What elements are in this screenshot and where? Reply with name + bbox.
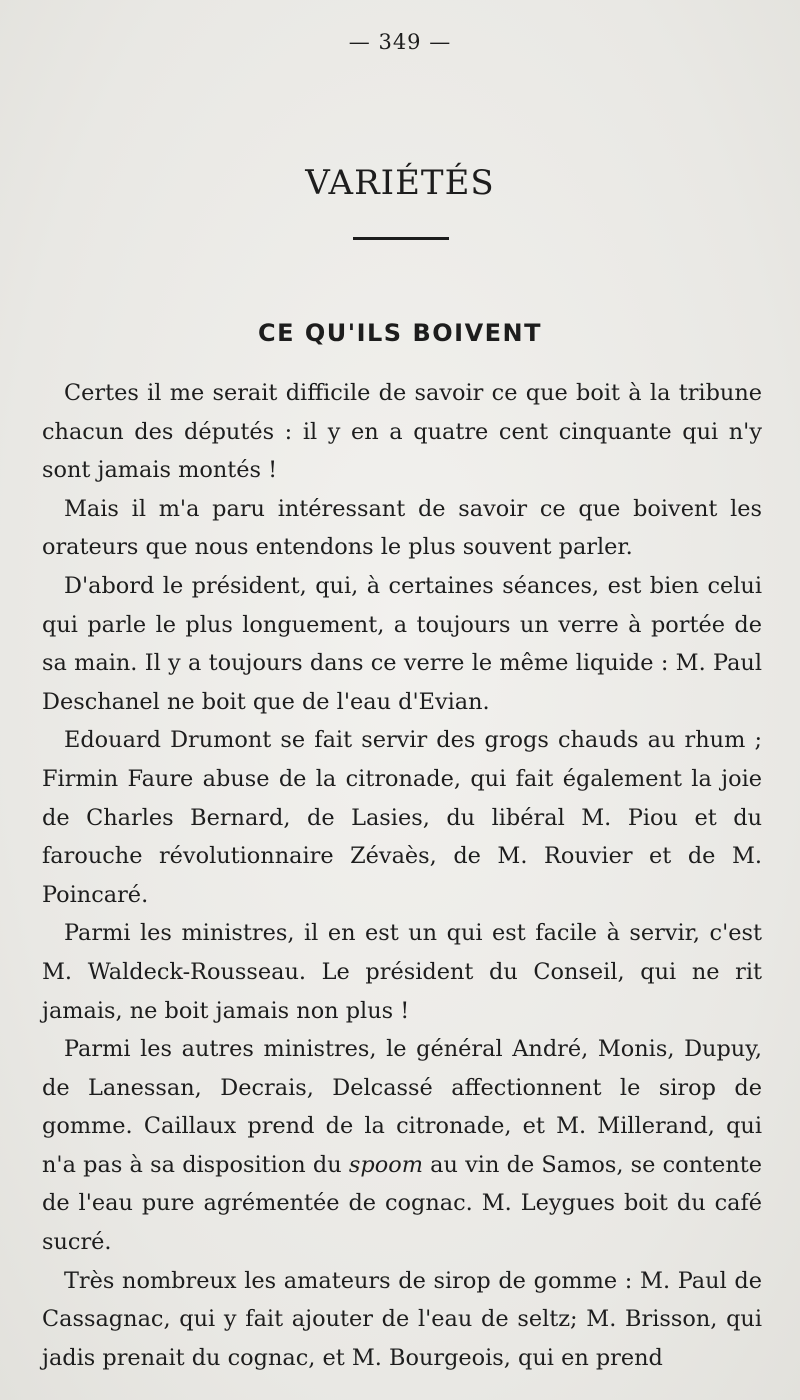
paragraph-1	[42, 374, 762, 490]
paragraph-text: Parmi les ministres, il en est un qui est facile à servir, c'est M. Waldeck-Rousseau. Le président du Conseil, qui ne rit jamais, ne boit jamais non plus !	[42, 920, 762, 1024]
italic-word: spoom	[348, 1151, 423, 1178]
paragraph-4	[42, 721, 762, 914]
article-title: CE QU'ILS BOIVENT	[257, 319, 542, 347]
paragraph-3	[42, 567, 762, 721]
paragraph-6	[42, 1030, 762, 1262]
title-rule	[353, 237, 449, 240]
paragraph-text: Mais il m'a paru intéressant de savoir ce que boivent les orateurs que nous entendons le plus souvent parler.	[42, 495, 762, 561]
paragraph-text: Edouard Drumont se fait servir des grogs chauds au rhum ; Firmin Faure abuse de la citronade, qui fait également la joie de Charles Bernard, de Lasies, du libéral M. Piou et du farouche révolutionnaire Zévaès, de M. Rouvier et de M. Poincaré.	[42, 727, 762, 908]
section-title: VARIÉTÉS	[305, 163, 495, 203]
article-body	[42, 374, 762, 1377]
paragraph-text: Très nombreux les amateurs de sirop de gomme : M. Paul de Cassagnac, qui y fait ajouter de l'eau de seltz; M. Brisson, qui jadis prenait du cognac, et M. Bourgeois, qui en prend	[42, 1267, 762, 1371]
paragraph-5	[42, 914, 762, 1030]
page-number: — 349 —	[348, 30, 452, 54]
paragraph-text: Certes il me serait difficile de savoir ce que boit à la tribune chacun des députés : il y en a quatre cent cinquante qui n'y sont jamais montés !	[42, 380, 762, 484]
paragraph-text: D'abord le président, qui, à certaines séances, est bien celui qui parle le plus longuement, a toujours un verre à portée de sa main. Il y a toujours dans ce verre le même liquide : M. Paul Deschanel ne boit que de l'eau d'Evian.	[42, 572, 762, 715]
paragraph-2	[42, 490, 762, 567]
paragraph-7	[42, 1262, 762, 1378]
paragraph-text: au vin de Samos, se contente de l'eau pure agrémentée de cognac. M. Leygues boit du café sucré.	[42, 1151, 762, 1256]
paragraph-text: Parmi les autres ministres, le général André, Monis, Dupuy, de Lanessan, Decrais, Delcassé affectionnent le sirop de gomme. Caillaux prend de la citronade, et M. Millerand, qui n'a pas à sa disposition du	[42, 1036, 762, 1178]
